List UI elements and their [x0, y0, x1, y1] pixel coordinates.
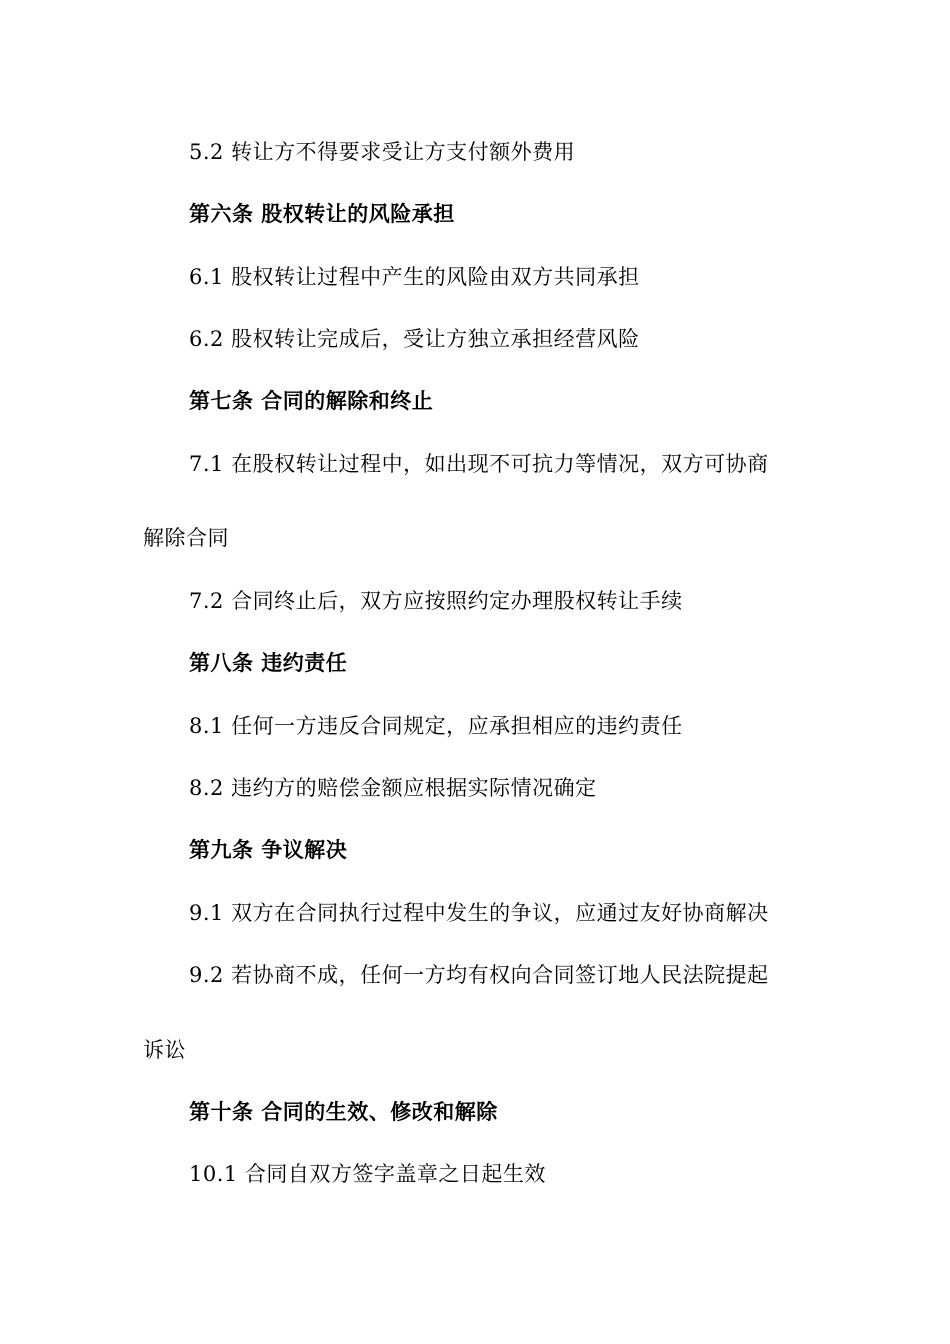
article-7-heading: 第七条 合同的解除和终止 — [189, 388, 434, 413]
clause-8-2: 8.2 违约方的赔偿金额应根据实际情况确定 — [189, 776, 597, 800]
article-9-heading: 第九条 争议解决 — [189, 837, 348, 862]
article-10-heading: 第十条 合同的生效、修改和解除 — [189, 1099, 498, 1124]
clause-7-2: 7.2 合同终止后，双方应按照约定办理股权转让手续 — [189, 589, 683, 613]
article-8-heading: 第八条 违约责任 — [189, 650, 348, 675]
clause-5-2: 5.2 转让方不得要求受让方支付额外费用 — [189, 140, 576, 164]
clause-6-1: 6.1 股权转让过程中产生的风险由双方共同承担 — [189, 265, 640, 289]
clause-9-2-continuation: 诉讼 — [143, 1038, 186, 1062]
clause-7-1: 7.1 在股权转让过程中，如出现不可抗力等情况，双方可协商 — [189, 452, 769, 476]
clause-8-1: 8.1 任何一方违反合同规定，应承担相应的违约责任 — [189, 714, 683, 738]
clause-9-1: 9.1 双方在合同执行过程中发生的争议，应通过友好协商解决 — [189, 901, 769, 925]
clause-6-2: 6.2 股权转让完成后，受让方独立承担经营风险 — [189, 327, 640, 351]
article-6-heading: 第六条 股权转让的风险承担 — [189, 201, 455, 226]
clause-9-2: 9.2 若协商不成，任何一方均有权向合同签订地人民法院提起 — [189, 963, 769, 987]
clause-10-1: 10.1 合同自双方签字盖章之日起生效 — [189, 1162, 546, 1186]
clause-7-1-continuation: 解除合同 — [143, 526, 229, 550]
